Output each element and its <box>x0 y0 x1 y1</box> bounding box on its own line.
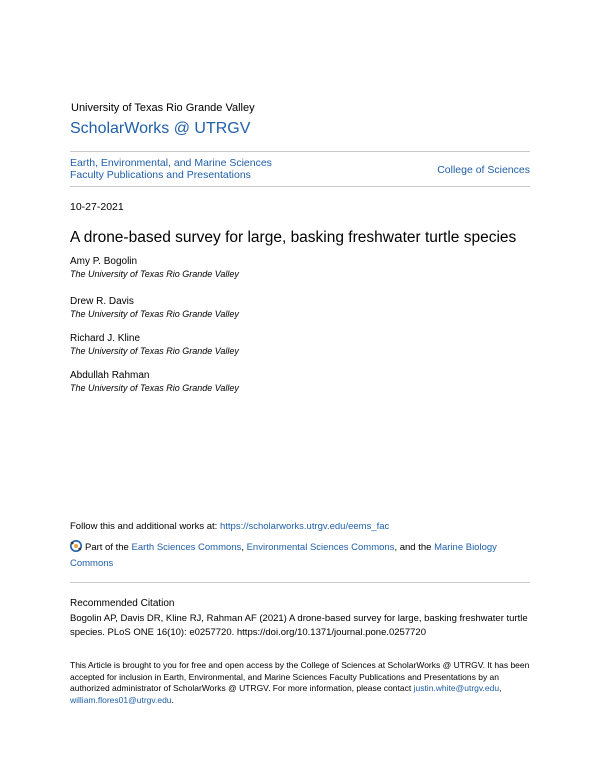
collection-link[interactable] <box>70 157 272 181</box>
earth-sciences-commons-link[interactable]: Earth Sciences Commons <box>131 542 242 553</box>
article-title: A drone-based survey for large, basking freshwater turtle species <box>70 229 517 246</box>
commons-network-icon <box>70 540 82 552</box>
part-of-line <box>70 540 530 572</box>
author-name: Abdullah Rahman <box>70 370 150 381</box>
author-name: Drew R. Davis <box>70 296 134 307</box>
author-block <box>70 256 239 280</box>
notice-separator: , <box>499 683 502 693</box>
access-notice <box>70 660 535 706</box>
citation-text: Bogolin AP, Davis DR, Kline RJ, Rahman AF (2021) A drone-based survey for large, basking freshwater turtle species. PLoS ONE 16(10): e0257720. https://doi.org/10.1371/journal.pone.0257720 <box>70 613 528 638</box>
author-block <box>70 370 239 394</box>
divider-bottom <box>70 186 530 187</box>
follow-line <box>70 521 389 532</box>
contact-email-link[interactable]: justin.white@utrgv.edu <box>413 683 500 693</box>
part-of-prefix: Part of the <box>85 542 132 553</box>
author-affiliation: The University of Texas Rio Grande Valley <box>70 309 239 319</box>
notice-end: . <box>171 694 174 705</box>
part-of-separator: , <box>241 542 247 553</box>
author-affiliation: The University of Texas Rio Grande Valley <box>70 269 239 279</box>
divider-top <box>70 151 530 152</box>
follow-url-link[interactable]: https://scholarworks.utrgv.edu/eems_fac <box>219 521 390 532</box>
contact-email-link[interactable]: william.flores01@utrgv.edu <box>70 694 172 705</box>
author-name: Richard J. Kline <box>70 333 141 344</box>
author-affiliation: The University of Texas Rio Grande Valley <box>70 346 239 356</box>
divider-citation <box>70 582 530 583</box>
follow-text: Follow this and additional works at: <box>70 521 220 532</box>
notice-text: This Article is brought to you for free and open access by the College of Sciences at ScholarWorks @ UTRGV. It has been accepted for inclusion in Earth, Environmental, and Marine Sciences Faculty Publications and Presentations by an authorized administrator of ScholarWorks @ UTRGV. For more information, please contact <box>70 660 530 693</box>
marine-biology-commons-link[interactable]: Marine Biology Commons <box>70 542 497 569</box>
part-of-separator: , and the <box>394 542 435 553</box>
college-link[interactable]: College of Sciences <box>437 164 530 176</box>
collection-line-1: Earth, Environmental, and Marine Sciences <box>70 157 272 169</box>
environmental-sciences-commons-link[interactable]: Environmental Sciences Commons <box>246 542 395 553</box>
author-affiliation: The University of Texas Rio Grande Valley <box>70 383 239 393</box>
citation-heading: Recommended Citation <box>70 598 175 609</box>
publication-date: 10-27-2021 <box>70 201 124 213</box>
collection-line-2: Faculty Publications and Presentations <box>70 169 251 181</box>
repository-link[interactable]: ScholarWorks @ UTRGV <box>70 120 251 137</box>
author-block <box>70 296 239 320</box>
author-name: Amy P. Bogolin <box>70 256 138 267</box>
university-name: University of Texas Rio Grande Valley <box>71 102 255 114</box>
author-block <box>70 333 239 357</box>
